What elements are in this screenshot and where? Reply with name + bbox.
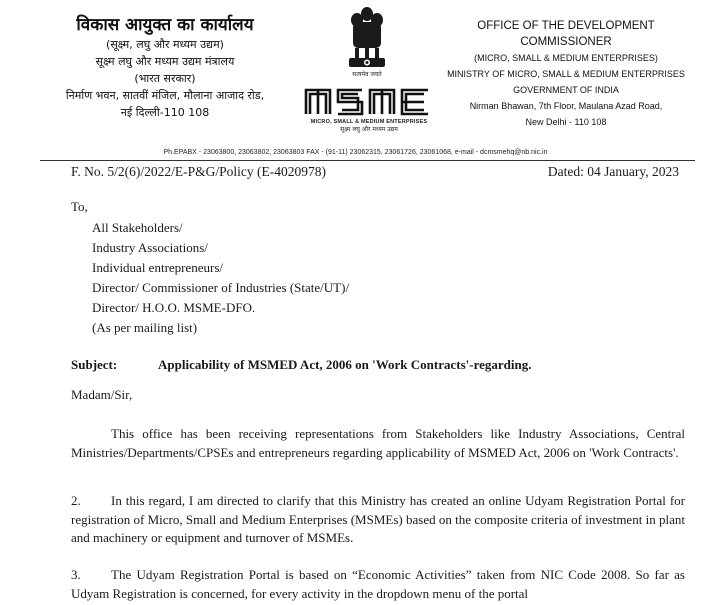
logo-subtitle-english: MICRO, SMALL & MEDIUM ENTERPRISES: [310, 119, 428, 125]
hindi-government: (भारत सरकार): [134, 72, 196, 85]
header-hindi-block: [40, 14, 290, 121]
paragraph-number: 3.: [71, 567, 81, 582]
paragraph-text: This office has been receiving representations from Stakeholders like Industry Associations, Central Ministries/Departments/CPSEs and entrepreneurs regarding applicability of MSMED Act, 2006 on 'Work Contracts'.: [71, 426, 685, 460]
paragraph-1: [71, 425, 685, 462]
hindi-address-line-1: निर्माण भवन, सातवीं मंजिल, मौलाना आजाद रोड,: [65, 89, 265, 102]
file-number: F. No. 5/2(6)/2022/E-P&G/Policy (E-4020978): [71, 164, 327, 179]
subject-text: Applicability of MSMED Act, 2006 on 'Work Contracts'-regarding.: [158, 357, 532, 372]
english-government: GOVERNMENT OF INDIA: [513, 85, 619, 95]
paragraph-2: [71, 492, 685, 548]
english-address-line-1: Nirman Bhawan, 7th Floor, Maulana Azad Road,: [469, 101, 663, 111]
letter-date: Dated: 04 January, 2023: [547, 164, 679, 179]
english-ministry: MINISTRY OF MICRO, SMALL & MEDIUM ENTERPRISES: [447, 69, 685, 79]
subject-label: Subject:: [71, 357, 118, 372]
paragraph-text: In this regard, I am directed to clarify that this Ministry has created an online Udyam Registration Portal for registration of Micro, Small and Medium Enterprises (MSMEs) based on the composite criteria of investment in plant and machinery or equipment and turnover of MSMEs.: [71, 493, 685, 545]
paragraph-text: The Udyam Registration Portal is based on “Economic Activities” taken from NIC Code 2008. So far as Udyam Registration is concerned, for every activity in the dropdown menu of the portal: [71, 567, 685, 601]
contact-line: Ph.EPABX - 23063800, 23063802, 23063803 FAX - (91-11) 23062315, 23061726, 23061068, e-mail - dcmsmehq@nb.nic.in: [163, 149, 548, 156]
salutation: Madam/Sir,: [71, 387, 133, 402]
recipient-item: Director/ H.O.O. MSME-DFO.: [92, 300, 256, 315]
hindi-line-2: (सूक्ष्म, लघु और मध्यम उद्यम): [106, 38, 224, 51]
english-address-line-2: New Delhi - 110 108: [525, 117, 607, 127]
header-english-block: [431, 18, 701, 130]
logo-subtitle-hindi: सूक्ष्म लघु और मध्यम उद्यम: [340, 126, 398, 133]
header-divider: [40, 160, 695, 161]
recipient-item: Director/ Commissioner of Industries (State/UT)/: [92, 280, 350, 295]
paragraph-3: [71, 566, 685, 603]
recipient-item: Individual entrepreneurs/: [92, 260, 224, 275]
hindi-address-line-2: नई दिल्ली-110 108: [120, 106, 210, 119]
english-line-2: (MICRO, SMALL & MEDIUM ENTERPRISES): [474, 53, 658, 63]
emblem-motto: सत्यमेव जयते: [352, 71, 382, 78]
recipient-item: All Stakeholders/: [92, 220, 183, 235]
recipient-item: (As per mailing list): [92, 320, 198, 335]
hindi-ministry: सूक्ष्म लघु और मध्यम उद्यम मंत्रालय: [95, 55, 235, 68]
recipient-list: [92, 218, 349, 338]
english-office-title: OFFICE OF THE DEVELOPMENT COMMISSIONER: [477, 20, 655, 48]
to-label: To,: [71, 199, 88, 214]
msme-logo: [302, 84, 436, 133]
recipient-item: Industry Associations/: [92, 240, 208, 255]
paragraph-number: 2.: [71, 493, 81, 508]
hindi-office-title: विकास आयुक्त का कार्यालय: [76, 15, 254, 35]
msme-logo-mark: [302, 84, 436, 118]
national-emblem-icon: [343, 4, 391, 82]
